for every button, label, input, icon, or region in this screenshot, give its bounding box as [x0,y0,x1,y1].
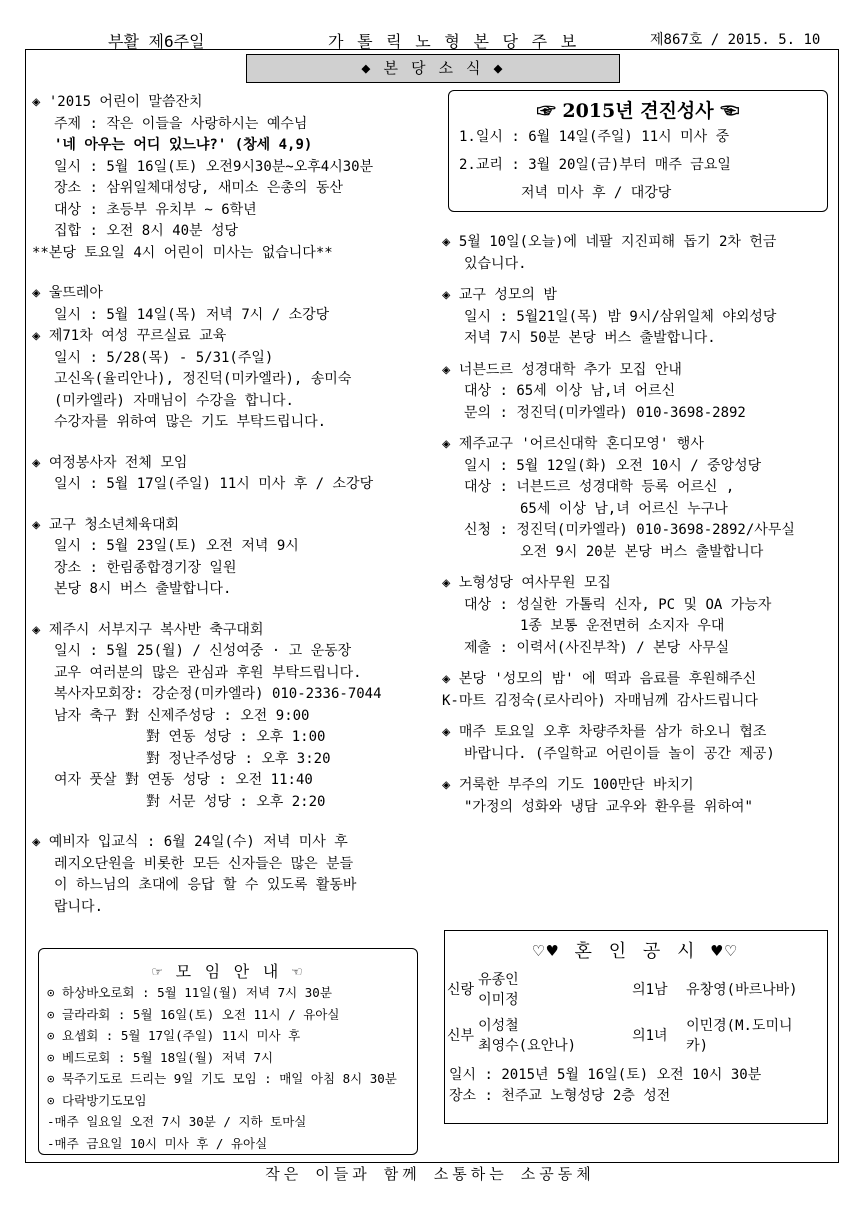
meeting-title: ☞ 모 임 안 내 ☜ [152,962,304,981]
spacer [442,712,795,722]
notice-line: ◈ 본당 '성모의 밤' 에 떡과 음료를 후원해주신 [442,671,757,687]
meeting-item: ⊙ 묵주기도로 드리는 9일 기도 모임 : 매일 아침 8시 30분 [47,1071,397,1086]
notice-line: 본당 8시 버스 출발합니다. [54,581,232,597]
meeting-item: ⊙ 다락방기도모임 [47,1092,147,1108]
notice-line: 對 연동 성당 : 오후 1:00 [146,729,326,745]
notice-line: 복사자모회장: 강순정(미카엘라) 010-2336-7044 [54,686,382,702]
spacer [442,275,795,285]
notice-line: 65세 이상 남,녀 어르신 누구나 [520,500,728,517]
notice-line: ◈ 울뜨레아 [32,285,103,301]
notice-line: 일시 : 5/28(목) - 5/31(주일) [54,349,274,366]
notice-line: 집합 : 오전 8시 40분 성당 [54,223,239,239]
groom-relation: 의1남 [632,982,668,998]
notice-line: ◈ 5월 10일(오늘)에 네팔 지진피해 돕기 2차 헌금 [442,234,777,250]
notice-line: 일시 : 5월 12일(화) 오전 10시 / 중앙성당 [464,457,762,474]
notice-line: 1종 보통 운전면허 소지자 우대 [520,618,725,634]
notice-line: 일시 : 5월 14일(목) 저녁 7시 / 소강당 [54,306,330,323]
bride-parents: 이성철 최영수(요안나) [478,1018,577,1054]
confirmation-box [448,90,828,212]
spacer [442,424,795,434]
notice-line: ◈ '2015 어린이 말씀잔치 [32,94,203,110]
notice-line: '네 아우는 어디 있느냐?' (창세 4,9) [54,137,313,153]
spacer [32,601,382,620]
news-bar: ◆ 본 당 소 식 ◆ [246,54,620,83]
left-column [32,92,382,918]
notice-line: ◈ 거룩한 부주의 기도 100만단 바치기 [442,777,694,793]
groom-parents: 유종인 이미정 [478,972,519,1008]
meeting-item: -매주 금요일 10시 미사 후 / 유아실 [47,1135,268,1151]
notice-line: ◈ 교구 청소년체육대회 [32,516,180,533]
meeting-list [39,982,417,1154]
notice-line: "가정의 성화와 냉담 교우와 환우를 위하여" [464,798,753,815]
notice-line: ◈ 제주시 서부지구 복사반 축구대회 [32,621,264,638]
notice-line: 장소 : 삼위일체대성당, 새미소 은총의 동산 [54,180,343,196]
notice-line: 대상 : 너븐드르 성경대학 등록 어르신 , [464,479,735,495]
meeting-box [38,948,418,1155]
spacer [32,264,382,283]
notice-line: 고신옥(율리안나), 정진덕(미카엘라), 송미숙 [54,371,352,387]
issue-week: 부활 제6주일 [108,32,205,51]
notice-line: 제출 : 이력서(사진부착) / 본당 사무실 [464,639,730,656]
notice-line: 일시 : 5월 25(월) / 신성여중 · 고 운동장 [54,643,352,659]
spacer [442,563,795,573]
meeting-item: ⊙ 요셉회 : 5월 17일(주일) 11시 미사 후 [47,1028,301,1043]
confirmation-row: 2.교리 : 3월 20일(금)부터 매주 금요일 [459,157,731,173]
notice-line: 일시 : 5월21일(목) 밤 9시/삼위일체 야외성당 [464,308,777,325]
meeting-item: ⊙ 글라라회 : 5월 16일(토) 오전 11시 / 유아실 [47,1006,340,1022]
bulletin-title: 가 톨 릭 노 형 본 당 주 보 [328,32,579,51]
confirmation-title: ☞ 2015년 견진성사 ☜ [536,100,740,122]
notice-line: 랍니다. [54,898,104,915]
meeting-item: ⊙ 하상바오로회 : 5월 11일(월) 저녁 7시 30분 [47,985,332,1000]
spacer [442,350,795,360]
notice-line: 對 정난주성당 : 오후 3:20 [146,750,331,767]
notice-line: 주제 : 작은 이들을 사랑하시는 예수님 [54,115,308,132]
right-column [442,232,795,818]
marriage-table [445,967,800,1059]
notice-line: 수강자를 위하여 많은 기도 부탁드립니다. [54,414,327,430]
marriage-title: ♡♥ 혼 인 공 시 ♥♡ [532,941,740,962]
bride-relation: 의1녀 [632,1028,668,1044]
groom-name: 유창영(바르나바) [686,982,798,998]
confirmation-row: 저녁 미사 후 / 대강당 [521,185,672,201]
bride-name: 이민경(M.도미니 카) [686,1018,793,1054]
meeting-item: ⊙ 베드로회 : 5월 18일(월) 저녁 7시 [47,1049,274,1065]
groom-label: 신랑 [447,982,475,998]
spacer [32,496,382,515]
footer-motto: 작은 이들과 함께 소통하는 소공동체 [265,1165,595,1183]
notice-line: 대상 : 성실한 가톨릭 신자, PC 및 OA 가능자 [464,596,772,613]
notice-line: ◈ 교구 성모의 밤 [442,287,557,303]
notice-line: 문의 : 정진덕(미카엘라) 010-3698-2892 [464,404,746,421]
marriage-date: 일시 : 2015년 5월 16일(토) 오전 10시 30분 [449,1067,762,1083]
notice-line: 장소 : 한림종합경기장 일원 [54,559,237,576]
notice-line: 오전 9시 20분 본당 버스 출발합니다 [520,543,764,560]
notice-line: ◈ 노형성당 여사무원 모집 [442,575,611,591]
notice-line: 신청 : 정진덕(미카엘라) 010-3698-2892/사무실 [464,522,795,538]
notice-line: 일시 : 5월 17일(주일) 11시 미사 후 / 소강당 [54,476,374,492]
spacer [442,659,795,669]
notice-line: ◈ 제71차 여성 꾸르실료 교육 [32,328,227,344]
issue-number: 제867호 / 2015. 5. 10 [650,32,821,48]
confirmation-row: 1.일시 : 6월 14일(주일) 11시 미사 중 [459,129,730,145]
spacer [32,434,382,453]
notice-line: 레지오단원을 비롯한 모든 신자들은 많은 분들 [54,855,354,872]
notice-line: 남자 축구 對 신제주성당 : 오전 9:00 [54,707,310,724]
notice-line: (미카엘라) 자매님이 수강을 합니다. [54,392,294,409]
marriage-place: 장소 : 천주교 노형성당 2층 성전 [449,1088,671,1104]
marriage-box [444,930,828,1124]
notice-line: 바랍니다. (주일학교 어린이들 놀이 공간 제공) [464,745,775,762]
spacer [442,765,795,775]
notice-line: ◈ 예비자 입교식 : 6월 24일(수) 저녁 미사 후 [32,834,348,850]
notice-line: 여자 풋살 對 연동 성당 : 오전 11:40 [54,772,313,788]
notice-line: 對 서문 성당 : 오후 2:20 [146,793,326,810]
notice-line: ◈ 여정봉사자 전체 모임 [32,454,188,471]
notice-line: 이 하느님의 초대에 응답 할 수 있도록 활동바 [54,877,357,893]
spacer [32,813,382,832]
notice-line: 일시 : 5월 16일(토) 오전9시30분~오후4시30분 [54,158,374,175]
notice-line: ◈ 매주 토요일 오후 차량주차를 삼가 하오니 협조 [442,724,767,740]
bride-label: 신부 [447,1028,475,1044]
notice-line: ◈ 제주교구 '어르신대학 혼디모영' 행사 [442,436,704,452]
notice-line: **본당 토요일 4시 어린이 미사는 없습니다** [32,244,333,261]
notice-line: 저녁 7시 50분 본당 버스 출발합니다. [464,330,716,346]
notice-line: 교우 여러분의 많은 관심과 후원 부탁드립니다. [54,664,362,681]
notice-line: K-마트 김정숙(로사리아) 자매님께 감사드립니다 [442,692,758,709]
notice-line: 대상 : 초등부 유치부 ~ 6학년 [54,201,257,218]
notice-line: 일시 : 5월 23일(토) 오전 저녁 9시 [54,538,299,554]
meeting-item: -매주 일요일 오전 7시 30분 / 지하 토마실 [47,1114,307,1129]
notice-line: ◈ 너븐드르 성경대학 추가 모집 안내 [442,361,682,378]
notice-line: 대상 : 65세 이상 남,녀 어르신 [464,383,676,399]
notice-line: 있습니다. [464,255,527,272]
